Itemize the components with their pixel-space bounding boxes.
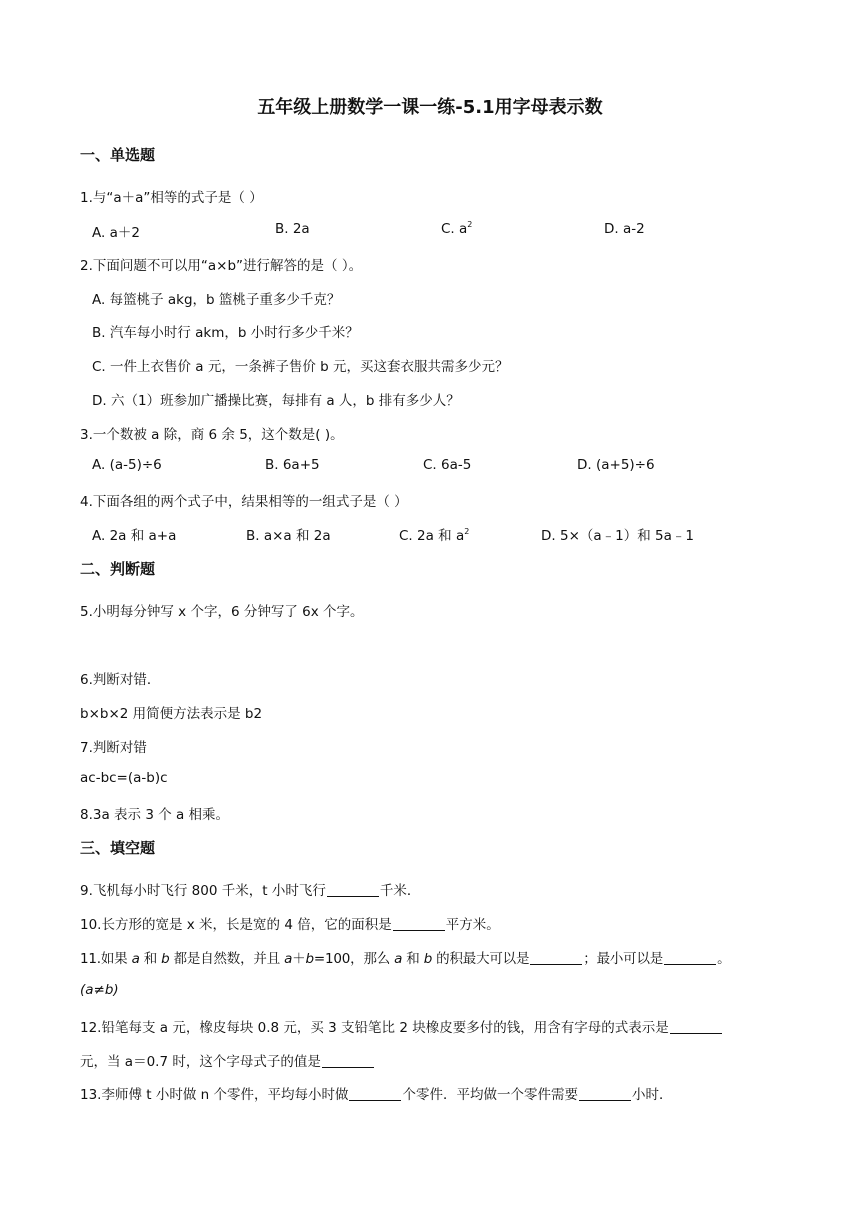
- question-4-option-a: A. 2a 和 a+a: [92, 528, 177, 544]
- question-5-stem: 5.小明每分钟写 x 个字，6 分钟写了 6x 个字。: [80, 604, 364, 620]
- page-title: 五年级上册数学一课一练-5.1用字母表示数: [257, 97, 603, 118]
- question-4-option-d: D. 5×（a﹣1）和 5a﹣1: [541, 528, 694, 544]
- answer-blank[interactable]: [349, 1086, 401, 1101]
- question-11: 11.如果 a 和 b 都是自然数，并且 a＋b=100，那么 a 和 b 的积最大可以是 ；最小可以是 。: [80, 951, 731, 967]
- answer-blank[interactable]: [579, 1086, 631, 1101]
- question-1-stem: 1.与“a＋a”相等的式子是（ ）: [80, 190, 263, 206]
- answer-blank[interactable]: [327, 882, 379, 897]
- question-3-option-d: D. (a+5)÷6: [577, 457, 655, 473]
- question-3-option-b: B. 6a+5: [265, 457, 320, 473]
- question-11-condition: (a≠b): [80, 982, 119, 998]
- question-3-stem: 3.一个数被 a 除，商 6 余 5，这个数是( )。: [80, 427, 344, 443]
- question-3-option-c: C. 6a-5: [423, 457, 472, 473]
- question-1-option-a: A. a＋2: [92, 225, 140, 241]
- question-12-line-1: 12.铅笔每支 a 元，橡皮每块 0.8 元，买 3 支铅笔比 2 块橡皮要多付的钱，用含有字母的式表示是: [80, 1016, 723, 1036]
- question-4-stem: 4.下面各组的两个式子中，结果相等的一组式子是（ ）: [80, 494, 408, 510]
- question-13: 13.李师傅 t 小时做 n 个零件，平均每小时做 个零件．平均做一个零件需要 小时．: [80, 1087, 673, 1103]
- question-12-line-2: 元，当 a＝0.7 时，这个字母式子的值是: [80, 1050, 375, 1070]
- question-7-stem: 7.判断对错: [80, 740, 147, 756]
- question-2-option-c: C. 一件上衣售价 a 元，一条裤子售价 b 元，买这套衣服共需多少元？: [92, 359, 509, 375]
- answer-blank[interactable]: [322, 1053, 374, 1068]
- question-4-option-b: B. a×a 和 2a: [246, 528, 331, 544]
- question-4-option-c: C. 2a 和 $a^2$: [399, 527, 470, 544]
- question-2-option-a: A. 每篮桃子 akg，b 篮桃子重多少千克？: [92, 292, 341, 308]
- question-1-option-b: B. 2a: [275, 221, 310, 237]
- answer-blank[interactable]: [393, 916, 445, 931]
- question-10: 10.长方形的宽是 x 米，长是宽的 4 倍，它的面积是 平方米。: [80, 917, 500, 933]
- answer-blank[interactable]: [530, 950, 582, 965]
- question-8-stem: 8.3a 表示 3 个 a 相乘。: [80, 807, 230, 823]
- question-2-stem: 2.下面问题不可以用“a×b”进行解答的是（ ）。: [80, 258, 363, 274]
- section-heading-true-false: 二、判断题: [80, 560, 156, 578]
- section-heading-single-choice: 一、单选题: [80, 146, 156, 164]
- question-7-statement: ac-bc=(a-b)c: [80, 770, 168, 786]
- question-2-option-b: B. 汽车每小时行 akm，b 小时行多少千米？: [92, 325, 359, 341]
- question-2-option-d: D. 六（1）班参加广播操比赛，每排有 a 人，b 排有多少人？: [92, 393, 460, 409]
- question-6-statement: b×b×2 用简便方法表示是 b2: [80, 706, 263, 722]
- answer-blank[interactable]: [664, 950, 716, 965]
- question-1-option-c: C. $a^2$: [441, 220, 473, 237]
- question-3-option-a: A. (a-5)÷6: [92, 457, 162, 473]
- question-6-stem: 6.判断对错．: [80, 672, 161, 688]
- question-1-option-d: D. a-2: [604, 221, 645, 237]
- section-heading-fill-blank: 三、填空题: [80, 839, 156, 857]
- question-9: 9.飞机每小时飞行 800 千米，t 小时飞行 千米．: [80, 883, 421, 899]
- answer-blank[interactable]: [670, 1019, 722, 1034]
